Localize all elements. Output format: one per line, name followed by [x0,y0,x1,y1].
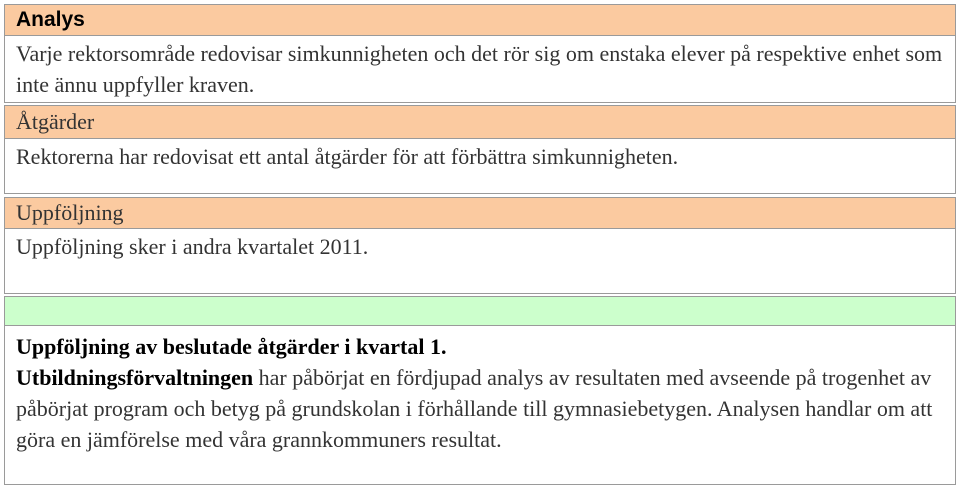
section-header-uppfoljning [4,197,956,229]
followup-body [16,362,955,455]
followup-heading: Uppföljning av beslutade åtgärder i kvartal 1. [16,334,447,359]
section-heading: Analys [16,8,85,31]
section-body-atgarder [4,138,956,194]
section-heading: Uppföljning [16,200,124,225]
section-body-analys [4,35,956,103]
section-body-text: Varje rektorsområde redovisar simkunnigheten och det rör sig om enstaka elever på respektive enhet som inte ännu uppfyller kraven. [16,41,943,97]
section-heading: Åtgärder [16,109,95,134]
followup-header-band [4,296,956,326]
followup-lead-bold: Utbildningsförvaltningen [16,365,254,390]
section-body-uppfoljning [4,228,956,294]
section-body-text: Rektorerna har redovisat ett antal åtgärder för att förbättra simkunnigheten. [16,144,679,169]
followup-section [4,325,956,485]
section-header-atgarder [4,105,956,139]
section-header-analys [4,4,956,36]
followup-body-text: har påbörjat en fördjupad analys av resultaten med avseende på trogenhet av påbörjat program och betyg på grundskolan i förhållande till gymnasiebetygen. Analysen handlar om att göra en jämförelse med våra grannkommuners resultat. [16,365,933,452]
section-body-text: Uppföljning sker i andra kvartalet 2011. [16,234,369,259]
